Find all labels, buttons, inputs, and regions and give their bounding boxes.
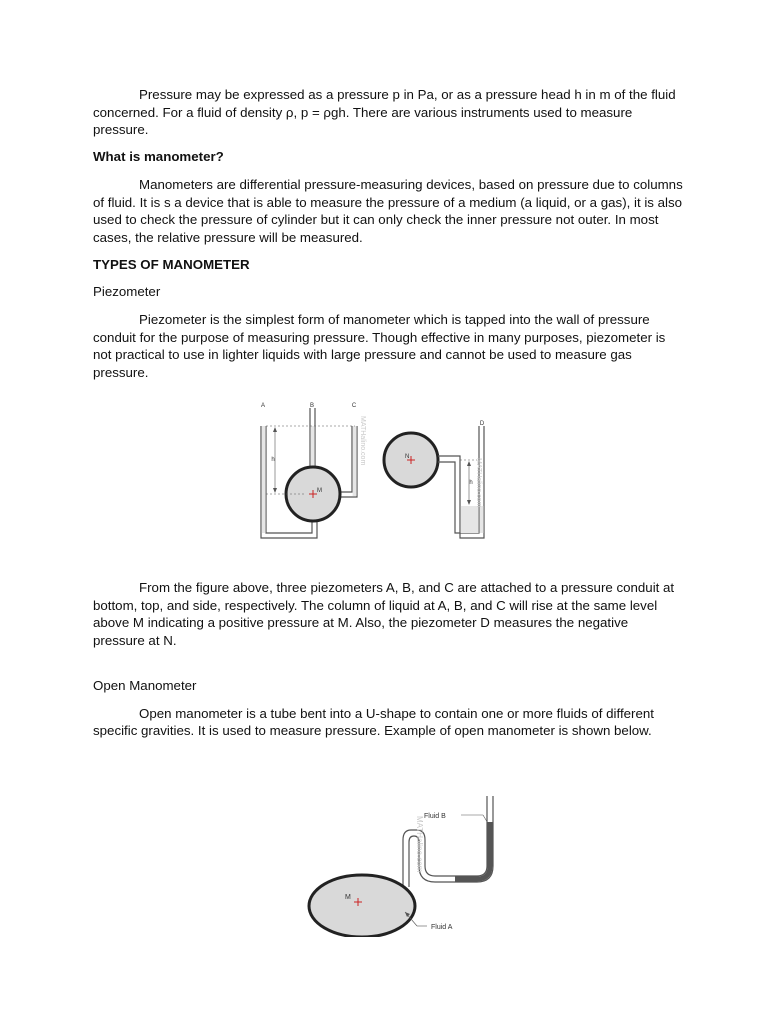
label-c: C (351, 403, 357, 409)
label-fluid-a: Fluid A (431, 924, 453, 931)
watermark-right: MATHalino.com (475, 458, 482, 508)
label-m: M (317, 488, 322, 494)
label-n: N (405, 454, 410, 460)
watermark-left: MATHalino.com (359, 416, 366, 466)
label-d: D (479, 421, 485, 427)
label-h-right: h (469, 480, 473, 486)
label-fluid-b: Fluid B (424, 813, 446, 820)
label-m-open: M (345, 894, 351, 901)
paragraph-manometer-definition: Manometers are differential pressure-measuring devices, based on pressure due to columns of fluid. It is s a device that is able to measure the pressure of a medium (a liquid, or a gas), it is also used to check the pressure of cylinder but it can only check the inner pressure not outer. In most cases, the relative pressure will be measured. (93, 176, 683, 245)
document-body (93, 86, 683, 382)
open-manometer-figure (305, 792, 505, 937)
heading-types-of-manometer: TYPES OF MANOMETER (93, 256, 250, 272)
open-manometer-diagram (309, 796, 493, 937)
label-b: B (309, 403, 315, 409)
paragraph-pressure-intro: Pressure may be expressed as a pressure p in Pa, or as a pressure head h in m of the fluid concerned. For a fluid of density ρ, p = ρgh. There are various instruments used to measure pressure. (93, 87, 676, 138)
paragraph-open-manometer: Open manometer is a tube bent into a U-shape to contain one or more fluids of different specific gravities. It is used to measure pressure. Example of open manometer is shown below. (93, 705, 654, 739)
piezometer-figure (255, 398, 495, 546)
heading-open-manometer: Open Manometer (93, 677, 197, 693)
paragraph-piezometer: Piezometer is the simplest form of manometer which is tapped into the wall of pressure conduit for the purpose of measuring pressure. Though effective in many purposes, piezometer is not practical to use in lighter liquids with large pressure and cannot be used to measure gas pressure. (93, 312, 666, 381)
heading-what-is-manometer: What is manometer? (93, 149, 224, 165)
piezometer-abc-diagram (261, 408, 357, 538)
heading-piezometer: Piezometer (93, 284, 161, 300)
watermark-open: MATHalino.com (415, 816, 424, 873)
document-body-continued (93, 579, 683, 740)
label-a: A (260, 403, 266, 409)
paragraph-figure-explanation: From the figure above, three piezometers A, B, and C are attached to a pressure conduit at bottom, top, and side, respectively. The column of liquid at A, B, and C will rise at the same level above M indicating a positive pressure at M. Also, the piezometer D measures the negative pressure at N. (93, 580, 675, 649)
label-h-left: h (271, 457, 275, 463)
